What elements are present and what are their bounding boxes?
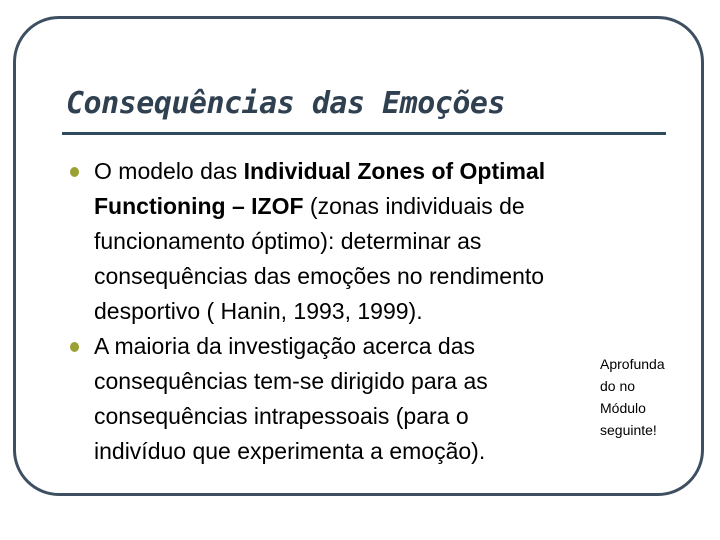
text-segment: funcionamento óptimo): determinar as [94,228,482,254]
bullet-2-line-4: indivíduo que experimenta a emoção). [94,438,486,464]
title-underline [62,132,666,135]
bullet-1-line-4 [94,259,545,294]
bullet-1-line-1 [94,154,545,189]
slide-title: Consequências das Emoções [66,86,506,121]
bullet-text-1 [94,154,545,329]
bullet-2-line-3: consequências intrapessoais (para o [94,403,469,429]
side-note-line-2: do no [600,378,636,394]
bullet-1-line-5 [94,294,545,329]
bullet-2-line-1: A maioria da investigação acerca das [94,333,475,359]
bullet-marker-1 [70,167,79,177]
bold-segment: Individual Zones of Optimal [243,158,546,184]
text-segment: consequências das emoções no rendimento [94,263,545,289]
text-segment: (zonas individuais de [303,193,525,219]
bullet-1-line-2 [94,189,545,224]
bullet-2-line-2: consequências tem-se dirigido para as [94,368,488,394]
bullet-text-2 [94,329,488,469]
bold-segment: Functioning – IZOF [94,193,304,219]
side-note-line-4: seguinte! [600,422,657,438]
side-note [600,353,665,441]
bullet-1-line-3 [94,224,545,259]
side-note-line-3: Módulo [600,400,646,416]
text-segment: desportivo ( Hanin, 1993, 1999). [94,298,423,324]
side-note-line-1: Aprofunda [600,356,665,372]
text-segment: O modelo das [94,158,244,184]
bullet-marker-2 [70,342,79,352]
